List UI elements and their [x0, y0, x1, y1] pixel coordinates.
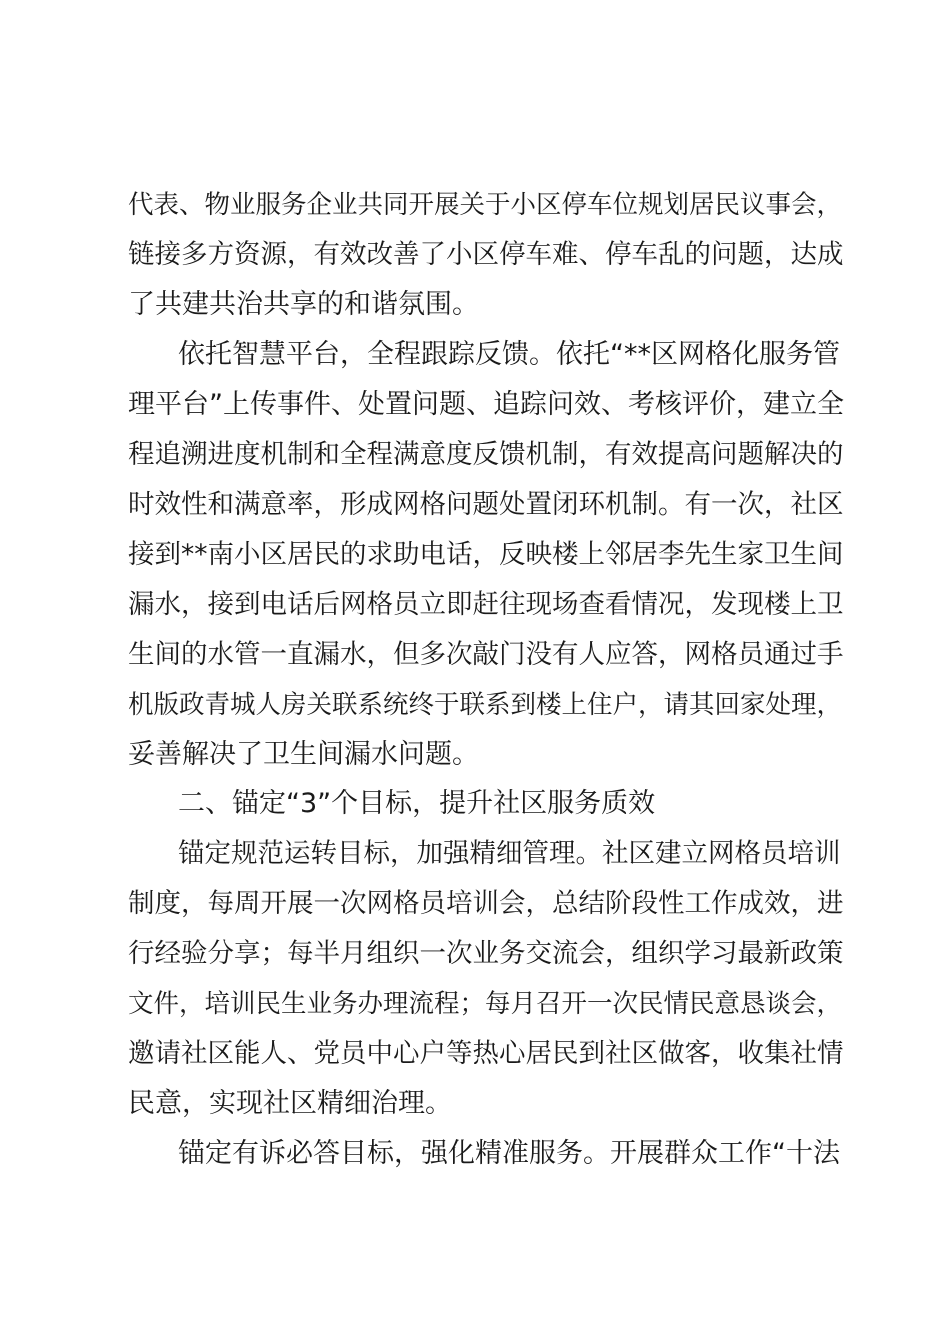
text-line: 邀请社区能人、党员中心户等热心居民到社区做客，收集社情 [128, 1038, 844, 1069]
text-line: 生间的水管一直漏水，但多次敲门没有人应答，网格员通过手 [128, 639, 844, 670]
text-line: 漏水，接到电话后网格员立即赶往现场查看情况，发现楼上卫 [128, 589, 844, 620]
section-heading: 二、锚定“3”个目标，提升社区服务质效 [178, 788, 656, 819]
text-line: 时效性和满意率，形成网格问题处置闭环机制。有一次，社区 [128, 489, 844, 520]
text-line: 锚定有诉必答目标，强化精准服务。开展群众工作“十法 [178, 1138, 840, 1169]
text-line: 接到**南小区居民的求助电话，反映楼上邻居李先生家卫生间 [128, 539, 844, 570]
text-line: 行经验分享；每半月组织一次业务交流会，组织学习最新政策 [128, 938, 844, 969]
text-line: 链接多方资源，有效改善了小区停车难、停车乱的问题，达成 [128, 239, 844, 270]
text-line: 民意，实现社区精细治理。 [128, 1088, 452, 1119]
text-line: 机版政青城人房关联系统终于联系到楼上住户，请其回家处理， [128, 690, 843, 720]
text-line: 代表、物业服务企业共同开展关于小区停车位规划居民议事会， [128, 190, 843, 220]
text-line: 制度，每周开展一次网格员培训会，总结阶段性工作成效，进 [128, 888, 844, 919]
text-line: 锚定规范运转目标，加强精细管理。社区建立网格员培训 [178, 838, 841, 869]
text-line: 妥善解决了卫生间漏水问题。 [128, 739, 479, 770]
text-line: 依托智慧平台，全程跟踪反馈。依托“**区网格化服务管 [178, 339, 840, 370]
text-line: 理平台”上传事件、处置问题、追踪问效、考核评价，建立全 [128, 389, 844, 420]
text-line: 文件，培训民生业务办理流程；每月召开一次民情民意恳谈会， [128, 989, 843, 1019]
text-line: 了共建共治共享的和谐氛围。 [128, 289, 479, 320]
text-line: 程追溯进度机制和全程满意度反馈机制，有效提高问题解决的 [128, 439, 844, 470]
